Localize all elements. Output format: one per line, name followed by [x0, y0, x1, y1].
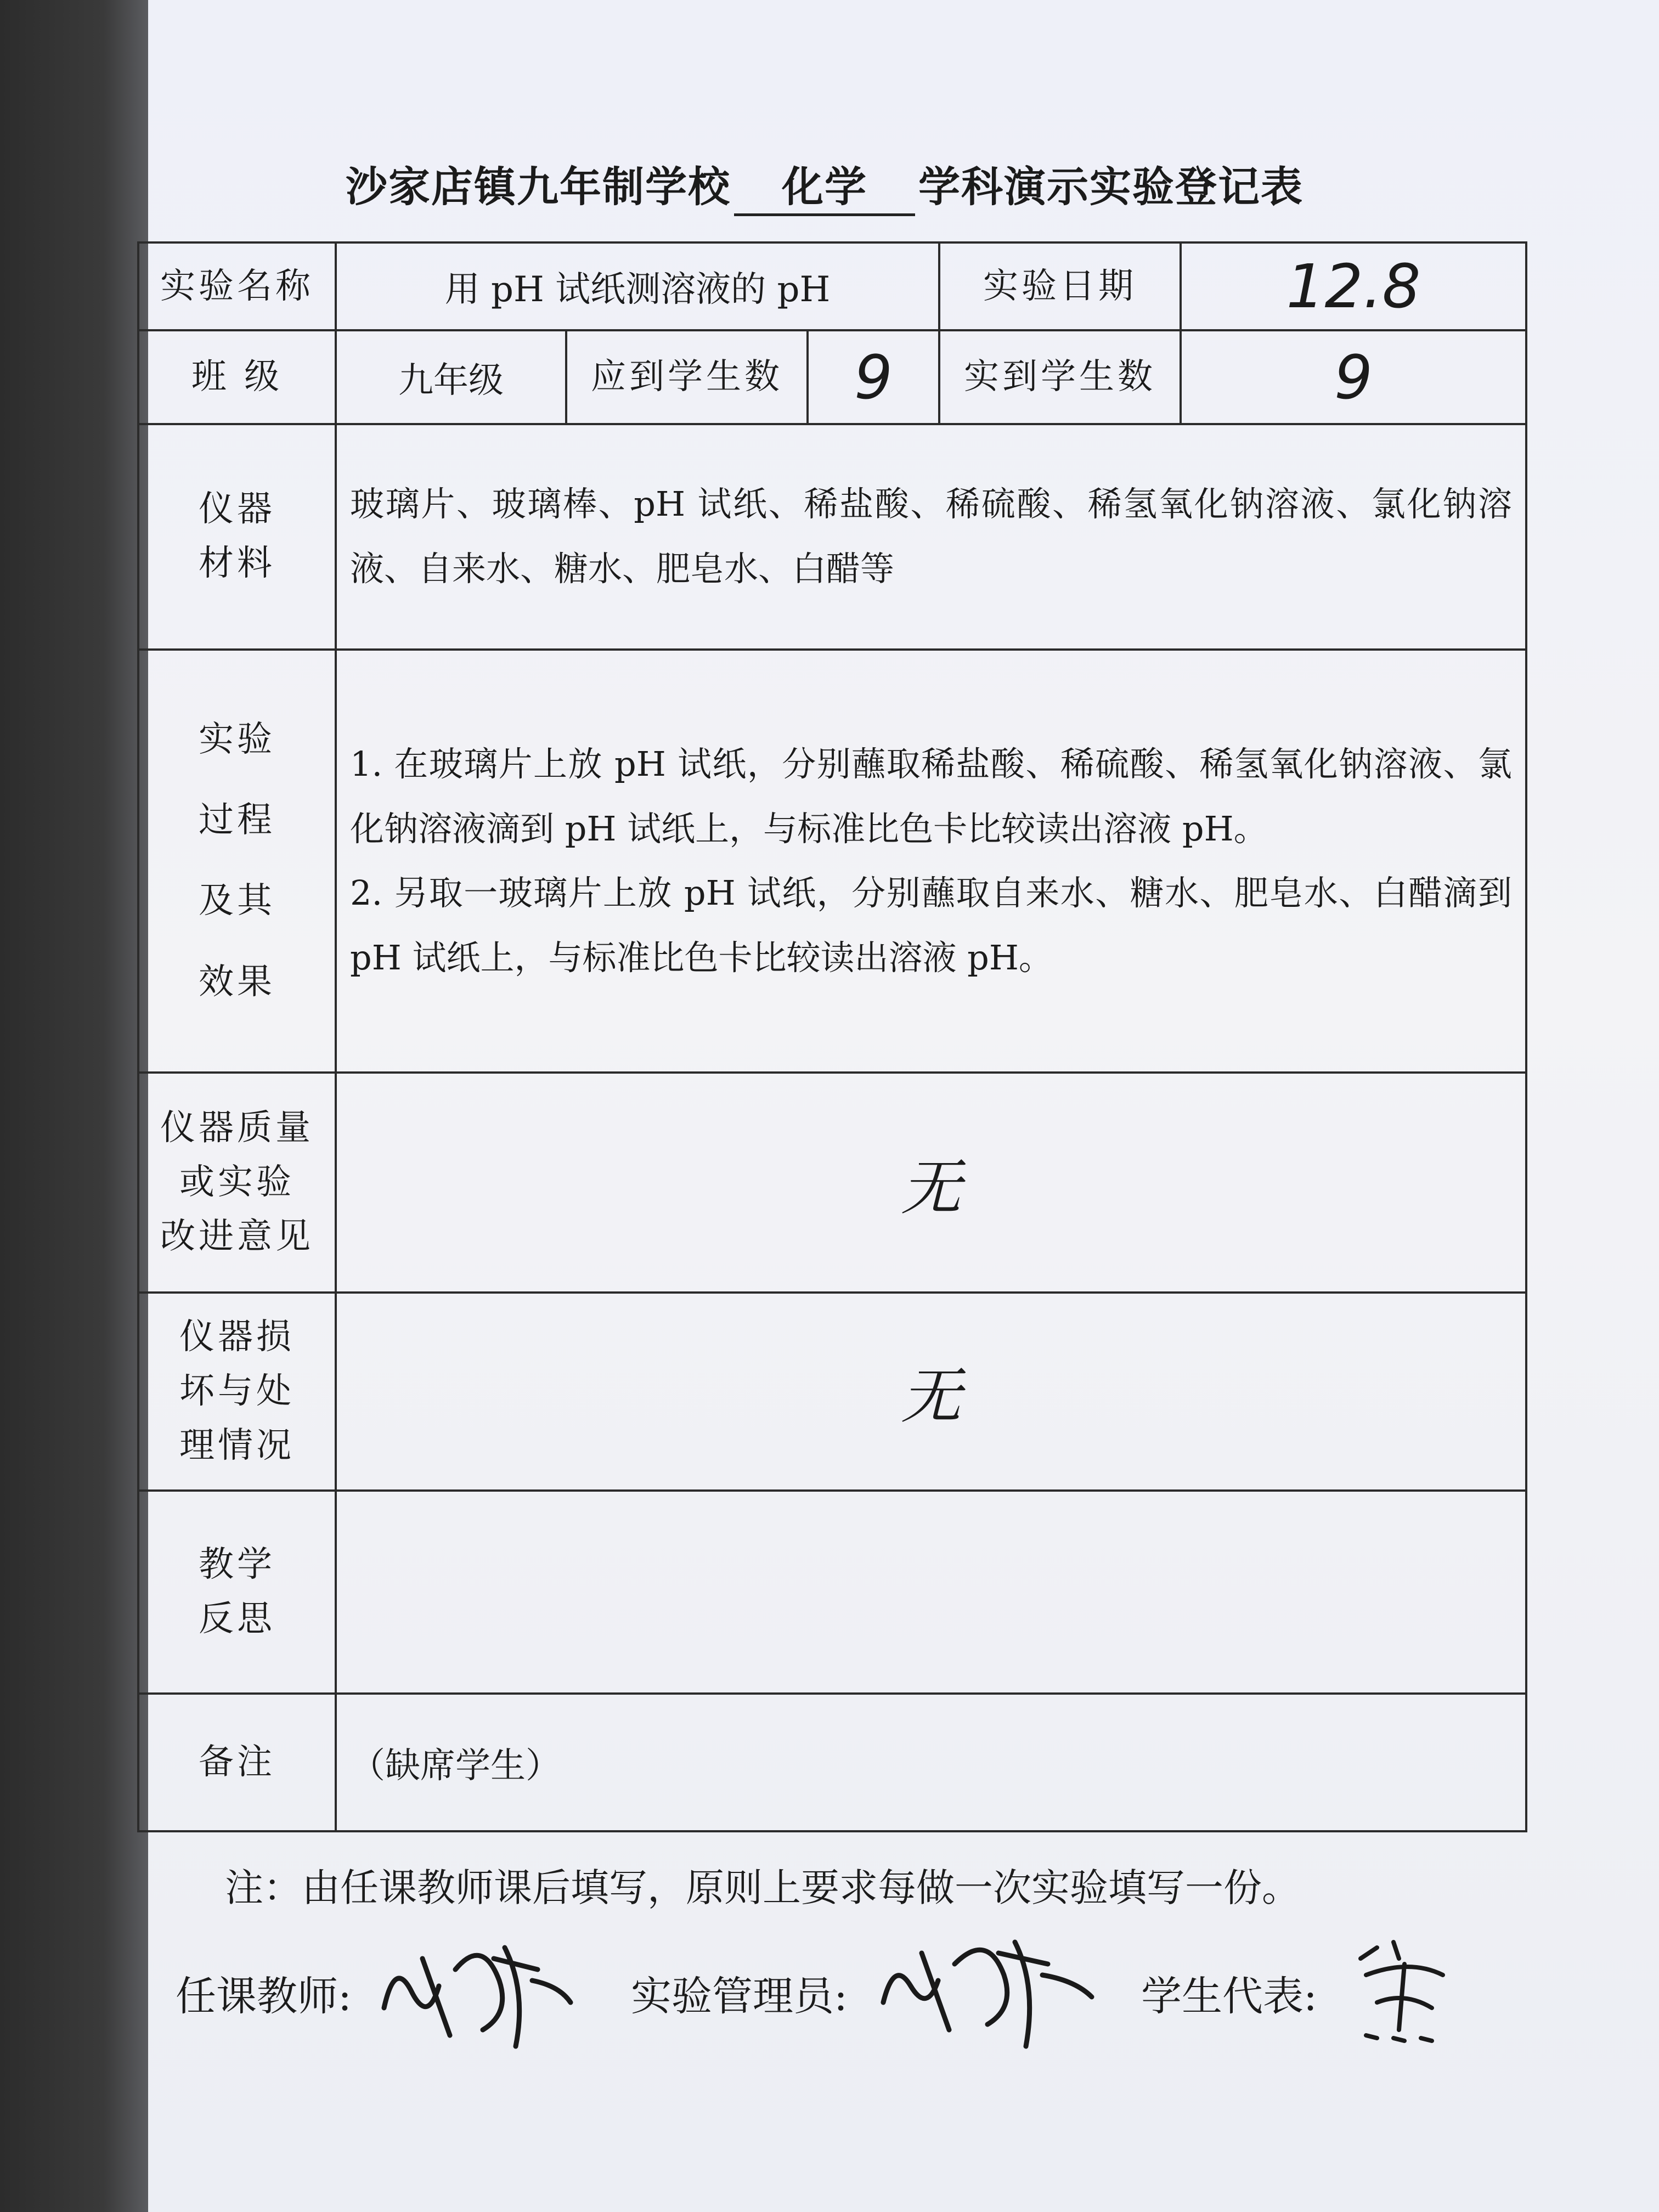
process-label-line-4: 效果 — [199, 961, 275, 1002]
expected-students-value: 9 — [808, 330, 939, 424]
materials-label — [138, 424, 336, 650]
row-materials — [138, 424, 1526, 650]
reflection-label-line-1: 教学 — [199, 1544, 275, 1585]
process-step-2: 2. 另取一玻璃片上放 pH 试纸，分别蘸取自来水、糖水、肥皂水、白醋滴到 pH 试纸上，与标准比色卡比较读出溶液 pH。 — [350, 873, 1512, 978]
process-label-line-1: 实验 — [199, 719, 275, 760]
damage-label — [138, 1293, 336, 1491]
remark-value: （缺席学生） — [336, 1694, 1526, 1831]
reflection-label-line-2: 反思 — [199, 1599, 275, 1640]
reflection-label — [138, 1491, 336, 1694]
quality-label-line-1: 仪器质量 — [160, 1107, 314, 1148]
process-label-line-2: 过程 — [199, 800, 275, 841]
experiment-name-label: 实验名称 — [138, 242, 336, 330]
process-step-1: 1. 在玻璃片上放 pH 试纸，分别蘸取稀盐酸、稀硫酸、稀氢氧化钠溶液、氯化钠溶液滴到 pH 试纸上，与标准比色卡比较读出溶液 pH。 — [350, 743, 1512, 849]
title-prefix: 沙家店镇九年制学校 — [346, 162, 731, 211]
row-reflection — [138, 1491, 1526, 1694]
process-label-line-3: 及其 — [199, 881, 275, 922]
materials-value: 玻璃片、玻璃棒、pH 试纸、稀盐酸、稀硫酸、稀氢氧化钠溶液、氯化钠溶液、自来水、糖水、肥皂水、白醋等 — [336, 424, 1526, 650]
row-process — [138, 650, 1526, 1073]
quality-label-line-3: 改进意见 — [160, 1216, 314, 1257]
quality-value: 无 — [336, 1073, 1526, 1293]
expected-students-label: 应到学生数 — [566, 330, 808, 424]
signature-row — [176, 1942, 1547, 2074]
teacher-signature-image — [373, 1926, 582, 2052]
materials-label-line-2: 材料 — [199, 543, 275, 584]
experiment-date-label: 实验日期 — [939, 242, 1181, 330]
admin-signature-image — [872, 1926, 1103, 2052]
remark-label: 备注 — [138, 1694, 336, 1831]
damage-label-line-3: 理情况 — [179, 1425, 295, 1466]
form-title — [346, 154, 1443, 216]
experiment-name-value: 用 pH 试纸测溶液的 pH — [336, 242, 939, 330]
materials-label-line-1: 仪器 — [199, 488, 275, 529]
page-shadow-edge — [0, 0, 148, 2212]
quality-label-line-2: 或实验 — [179, 1161, 295, 1203]
row-experiment-name — [138, 242, 1526, 330]
admin-signature-label: 实验管理员: — [631, 1973, 848, 2020]
row-quality — [138, 1073, 1526, 1293]
teacher-signature-label: 任课教师: — [176, 1973, 352, 2020]
reflection-value — [336, 1491, 1526, 1694]
quality-label — [138, 1073, 336, 1293]
process-value — [336, 650, 1526, 1073]
class-value: 九年级 — [336, 330, 566, 424]
experiment-date-value: 12.8 — [1181, 242, 1526, 330]
experiment-record-table — [137, 241, 1527, 1832]
student-rep-signature-image — [1344, 1926, 1476, 2052]
row-class — [138, 330, 1526, 424]
student-rep-signature-label: 学生代表: — [1141, 1973, 1317, 2020]
damage-label-line-2: 坏与处 — [179, 1370, 295, 1412]
class-label: 班 级 — [138, 330, 336, 424]
actual-students-value: 9 — [1181, 330, 1526, 424]
row-damage — [138, 1293, 1526, 1491]
title-subject: 化学 — [734, 154, 915, 216]
form-note: 注：由任课教师课后填写，原则上要求每做一次实验填写一份。 — [225, 1865, 1300, 1910]
row-remark — [138, 1694, 1526, 1831]
actual-students-label: 实到学生数 — [939, 330, 1181, 424]
title-suffix: 学科演示实验登记表 — [918, 162, 1304, 211]
damage-label-line-1: 仪器损 — [179, 1316, 295, 1357]
damage-value: 无 — [336, 1293, 1526, 1491]
process-label — [138, 650, 336, 1073]
